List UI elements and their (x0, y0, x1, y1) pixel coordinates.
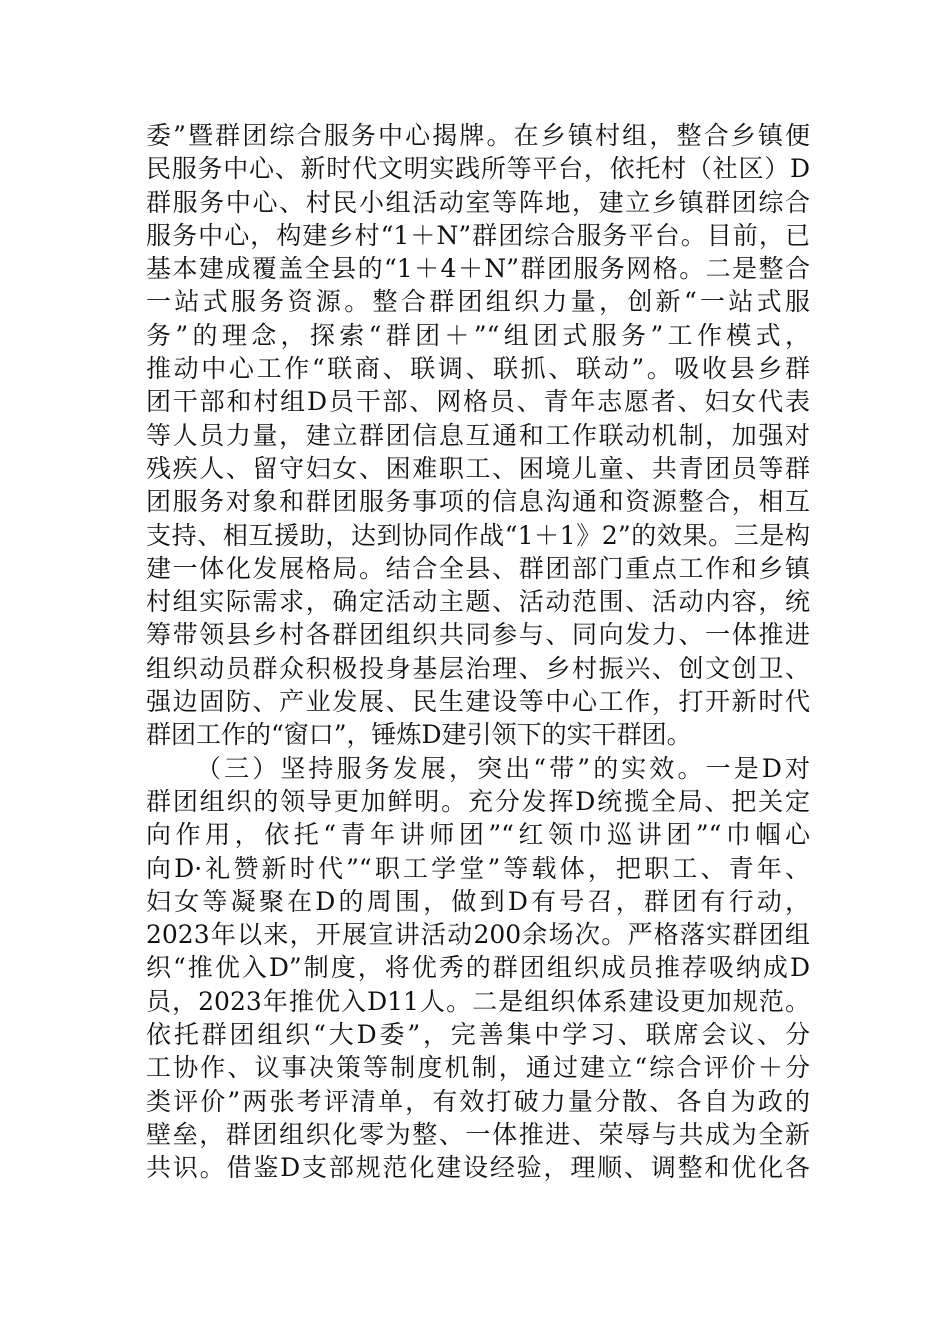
text-line-15: 村组实际需求，确定活动主题、活动范围、活动内容，统 (146, 587, 810, 617)
text-line-7: 务”的理念，探索“群团＋”“组团式服务”工作模式， (146, 320, 810, 350)
text-line-31: 壁垒，群团组织化零为整、一体推进、荣辱与共成为全新 (146, 1119, 810, 1149)
text-line-22: 向作用，依托“青年讲师团”“红领巾巡讲团”“巾帼心 (146, 820, 810, 850)
text-line-16: 筹带领县乡村各群团组织共同参与、同向发力、一体推进 (146, 620, 810, 650)
body-text (146, 119, 810, 1185)
text-line-17: 组织动员群众积极投身基层治理、乡村振兴、创文创卫、 (146, 653, 810, 683)
text-line-3: 群服务中心、村民小组活动室等阵地，建立乡镇群团综合 (146, 187, 810, 217)
text-line-11: 残疾人、留守妇女、困难职工、困境儿童、共青团员等群 (146, 453, 810, 483)
text-line-18: 强边固防、产业发展、民生建设等中心工作，打开新时代 (146, 687, 810, 717)
text-line-2: 民服务中心、新时代文明实践所等平台，依托村（社区）D (146, 154, 810, 184)
text-line-1: 委”暨群团综合服务中心揭牌。在乡镇村组，整合乡镇便 (146, 121, 810, 150)
text-line-13: 支持、相互援助，达到协同作战“1＋1》2”的效果。三是构 (146, 520, 810, 550)
text-line-8: 推动中心工作“联商、联调、联抓、联动”。吸收县乡群 (146, 354, 810, 384)
text-line-28: 依托群团组织“大D委”，完善集中学习、联席会议、分 (146, 1020, 810, 1050)
text-line-14: 建一体化发展格局。结合全县、群团部门重点工作和乡镇 (146, 553, 810, 583)
text-line-19: 群团工作的“窗口”，锤炼D建引领下的实干群团。 (146, 720, 692, 750)
text-line-26: 织“推优入D”制度，将优秀的群团组织成员推荐吸纳成D (146, 953, 810, 983)
text-line-29: 工协作、议事决策等制度机制，通过建立“综合评价＋分 (146, 1053, 810, 1083)
text-line-20: （三）坚持服务发展，突出“带”的实效。一是D对 (196, 753, 810, 783)
text-line-9: 团干部和村组D员干部、网格员、青年志愿者、妇女代表 (146, 387, 810, 417)
text-line-30: 类评价”两张考评清单，有效打破力量分散、各自为政的 (146, 1086, 810, 1116)
text-line-21: 群团组织的领导更加鲜明。充分发挥D统揽全局、把关定 (146, 786, 810, 816)
text-line-6: 一站式服务资源。整合群团组织力量，创新“一站式服 (146, 287, 810, 317)
text-line-4: 服务中心，构建乡村“1＋N”群团综合服务平台。目前，已 (146, 220, 810, 250)
text-line-27: 员，2023年推优入D11人。二是组织体系建设更加规范。 (146, 986, 810, 1016)
text-line-24: 妇女等凝聚在D的周围，做到D有号召，群团有行动， (146, 886, 810, 916)
text-line-10: 等人员力量，建立群团信息互通和工作联动机制，加强对 (146, 420, 810, 450)
text-line-32: 共识。借鉴D支部规范化建设经验，理顺、调整和优化各 (146, 1153, 810, 1183)
text-line-5: 基本建成覆盖全县的“1＋4＋N”群团服务网格。二是整合 (146, 254, 810, 284)
text-line-25: 2023年以来，开展宣讲活动200余场次。严格落实群团组 (146, 920, 810, 950)
text-line-12: 团服务对象和群团服务事项的信息沟通和资源整合，相互 (146, 487, 810, 517)
text-line-23: 向D·礼赞新时代”“职工学堂”等载体，把职工、青年、 (146, 853, 810, 883)
